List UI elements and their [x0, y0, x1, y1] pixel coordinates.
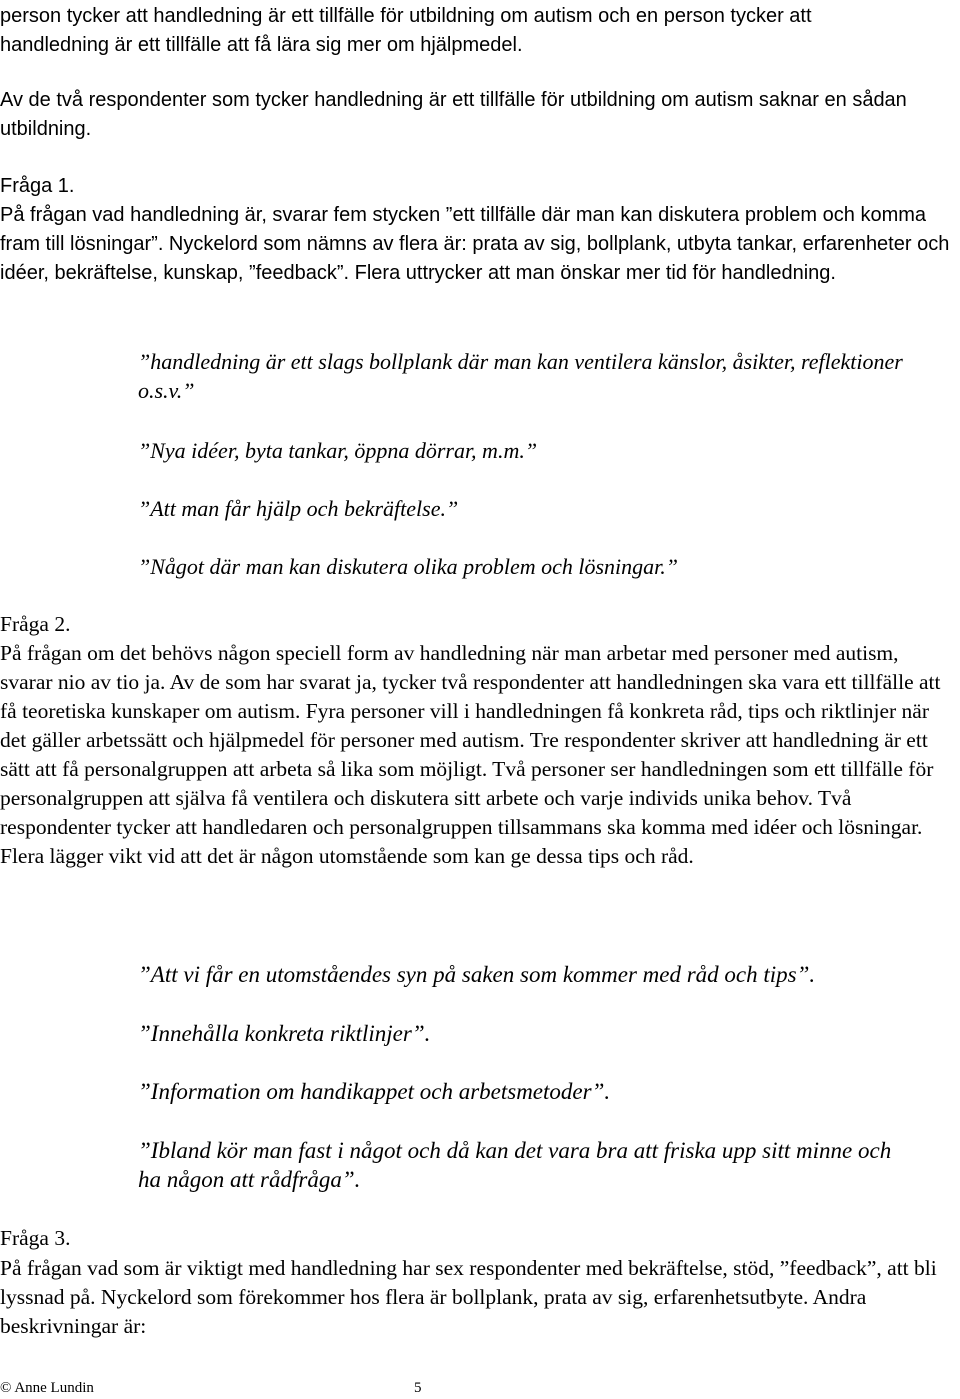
- question-2-quote: ”Information om handikappet och arbetsmetoder”.: [138, 1079, 611, 1104]
- question-1-quote: ”Nya idéer, byta tankar, öppna dörrar, m.m.”: [138, 438, 538, 463]
- question-2-body: På frågan om det behövs någon speciell form av handledning när man arbetar med personer med autism, svarar nio av tio ja. Av de som har svarat ja, tycker två respondenter att handledningen ska vara ett tillfälle att få teoretiska kunskaper om autism. Fyra personer vill i handledningen få konkreta råd, tips och riktlinjer när det gäller arbetssätt och hjälpmedel för personer med autism. Tre respondenter skriver att handledning är ett sätt att få personalgruppen att arbeta så lika som möjligt. Två personer ser handledningen som ett tillfälle för personalgruppen att själva få ventilera och diskutera sitt arbete och varje individs unika behov. Två respondenter tycker att handledaren och personalgruppen tillsammans ska komma med idéer och lösningar. Flera lägger vikt vid att det är någon utomstående som kan ge dessa tips och råd.: [0, 641, 941, 868]
- question-2-quote: ”Att vi får en utomståendes syn på saken som kommer med råd och tips”.: [138, 962, 816, 987]
- footer-page-number: 5: [414, 1380, 422, 1396]
- question-3-heading: Fråga 3.: [0, 1226, 71, 1250]
- question-2-heading: Fråga 2.: [0, 612, 71, 636]
- question-1-heading: Fråga 1.: [0, 175, 75, 197]
- question-3-body: På frågan vad som är viktigt med handledning har sex respondenter med bekräftelse, stöd, ”feedback”, att bli lyssnad på. Nyckelord som förekommer hos flera är bollplank, prata av sig, erfarenhetsutbyte. Andra beskrivningar är:: [0, 1256, 937, 1338]
- second-paragraph: Av de två respondenter som tycker handledning är ett tillfälle för utbildning om autism saknar en sådan utbildning.: [0, 89, 907, 140]
- question-1-quote: ”Något där man kan diskutera olika problem och lösningar.”: [138, 554, 679, 579]
- intro-paragraph: [0, 2, 960, 60]
- question-1-body: På frågan vad handledning är, svarar fem stycken ”ett tillfälle där man kan diskutera problem och komma fram till lösningar”. Nyckelord som nämns av flera är: prata av sig, bollplank, utbyta tankar, erfarenheter och idéer, bekräftelse, kunskap, ”feedback”. Flera uttrycker att man önskar mer tid för handledning.: [0, 204, 950, 284]
- intro-line-1: person tycker att handledning är ett tillfälle för utbildning om autism och en person tycker att: [0, 5, 812, 27]
- question-1-quote: ”handledning är ett slags bollplank där man kan ventilera känslor, åsikter, reflektioner o.s.v.”: [138, 349, 903, 403]
- intro-line-2: handledning är ett tillfälle att få lära sig mer om hjälpmedel.: [0, 34, 523, 56]
- question-2-quote: ”Innehålla konkreta riktlinjer”.: [138, 1021, 431, 1046]
- footer-author: © Anne Lundin: [0, 1380, 94, 1396]
- question-1-quote: ”Att man får hjälp och bekräftelse.”: [138, 496, 459, 521]
- question-2-quote: ”Ibland kör man fast i något och då kan det vara bra att friska upp sitt minne och ha någon att rådfråga”.: [138, 1138, 892, 1192]
